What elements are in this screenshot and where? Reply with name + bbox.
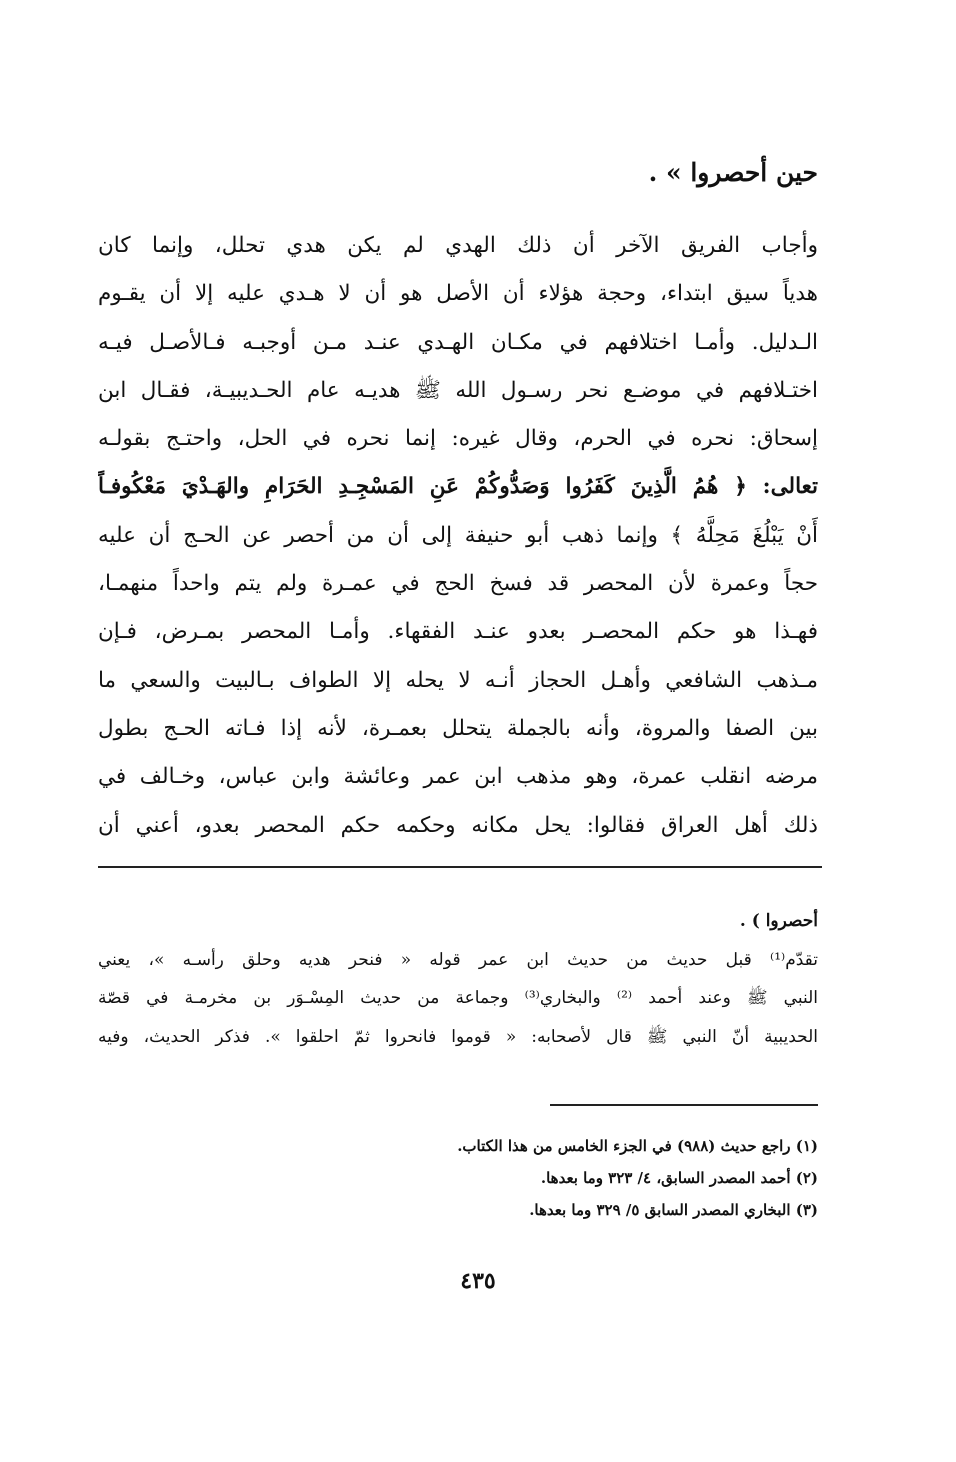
- footnote-item: (١) راجع حديث (٩٨٨) في الجزء الخامس من هذا الكتاب.: [457, 1137, 818, 1155]
- footnote-divider-rule: [550, 1104, 818, 1106]
- main-line: الـدليل. وأمـا اختلافهم في مكـان الهـدي عنـد مـن أوجبـه فـالأصـل فيـه: [98, 329, 818, 355]
- main-line: مرضه انقلب عمرة، وهو مذهب ابن عمر وعائشة وابن عباس، وخـالف في: [98, 764, 818, 790]
- footnotes-list: [98, 1130, 818, 1226]
- note-line: الحديبية أنّ النبي ﷺ قال لأصحابه: « قوموا فانحروا ثمّ احلقوا ». فذكر الحديث، وفيه: [98, 1026, 818, 1047]
- main-line: حجاً وعمرة لأن المحصر قد فسخ الحج في عمـرة ولم يتم واحداً منهمـا،: [98, 571, 818, 597]
- main-line: وأجاب الفريق الآخر أن ذلك الهدي لم يكن هدي تحلل، وإنما كان: [98, 233, 818, 258]
- note-line: أحصروا ) .: [739, 911, 818, 931]
- footnote-item: (٢) أحمد المصدر السابق، ٤/ ٣٢٣ وما بعدها.: [540, 1169, 818, 1187]
- note-line: النبي ﷺ وعند أحمد ⁽²⁾ والبخاري⁽³⁾ وجماعة من حديث المِسْـوَر بن مخرمـة في قصّة: [98, 988, 818, 1008]
- note-line: تقدّم⁽¹⁾ قبل حديث من حديث ابن عمر قوله « فنحر هديه وحلق رأسـه »، يعني: [98, 949, 818, 970]
- main-line: ذلك أهل العراق فقالوا: يحل مكانه وحكمه حكم المحصر بعدو، أعني أن: [98, 812, 818, 838]
- main-line: إسحاق: نحره في الحرم، وقال غيره: إنما نحره في الحل، واحتـج بقولـه: [98, 426, 818, 452]
- main-line: هدياً سيق ابتداء، وحجة هؤلاء أن الأصل هو أن لا هـدي عليه إلا أن يقـوم: [98, 281, 818, 307]
- commentary-notes: [98, 902, 818, 1056]
- page-number: ٤٣٥: [460, 1268, 496, 1294]
- main-paragraph: [98, 222, 818, 850]
- quran-verse-line: أَنْ يَبْلُغَ مَحِلَّهُ ﴾ وإنما ذهب أبو حنيفة إلى أن من أحصر عن الحـج أن عليه: [98, 522, 818, 548]
- quran-verse-line: تعالى: ﴿ هُمُ الَّذِينَ كَفَرُوا وَصَدُّوكُمْ عَنِ المَسْجِـدِ الحَرَامِ والهَـدْيَ مَعْكُوفـاً: [98, 474, 818, 500]
- main-line: بين الصفا والمروة، وأنه بالجملة يتحلل بعمـرة، لأنه إذا فـاته الحـج بطول: [98, 715, 818, 741]
- opening-line: حين أحصروا » .: [648, 158, 818, 187]
- main-line: مـذهب الشافعي وأهـل الحجاز أنـه لا يحله إلا الطواف بـالبيت والسعي ما: [98, 667, 818, 693]
- footnote-item: (٣) البخاري المصدر السابق ٥/ ٣٢٩ وما بعدها.: [529, 1201, 818, 1219]
- main-line: اختـلافهم في موضـع نحر رسـول الله ﷺ هديـه عام الحـديبيـة، فقـال ابن: [98, 377, 818, 403]
- main-divider-rule: [98, 866, 822, 868]
- main-line: فهـذا هو حكم المحصـر بعدو عنـد الفقهاء. وأمـا المحصر بمـرض، فـإن: [98, 619, 818, 645]
